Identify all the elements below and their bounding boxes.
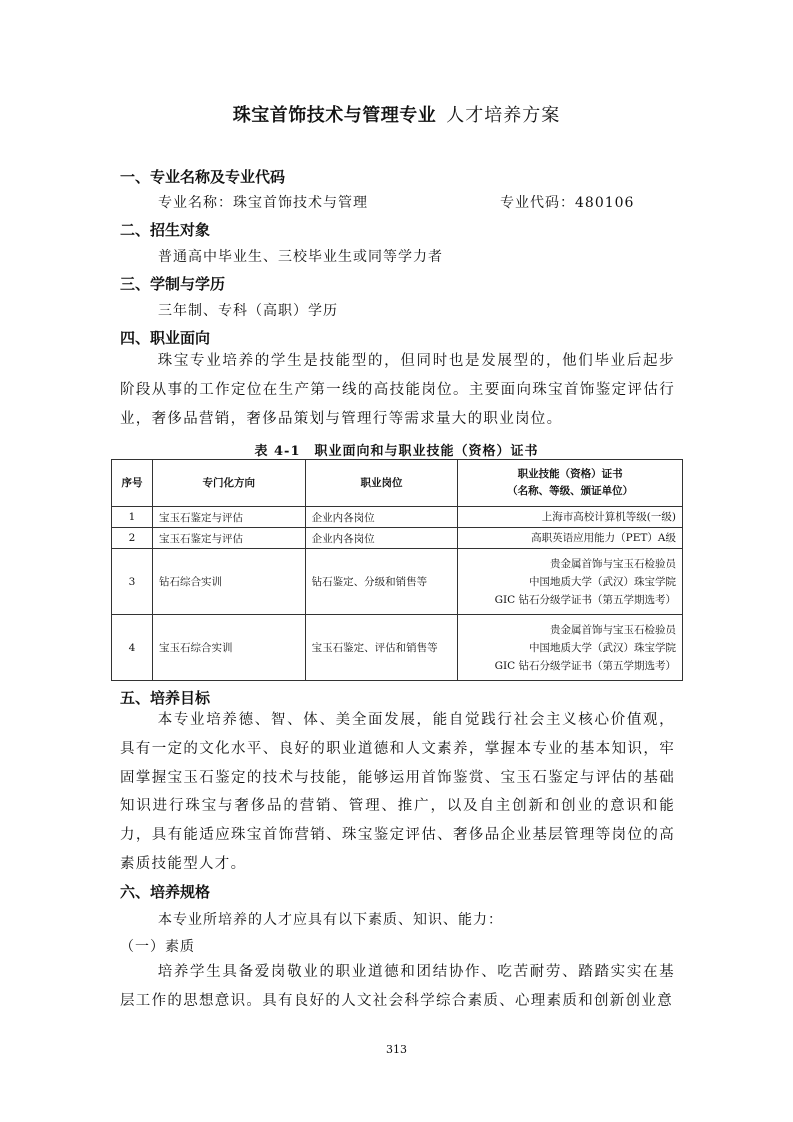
header-post: 职业岗位 (305, 460, 458, 507)
cell-cert (458, 528, 683, 549)
enrollment-target: 普通高中毕业生、三校毕业生或同等学力者 (158, 249, 443, 265)
cert-line: 上海市高校计算机等级(一级) (541, 511, 676, 523)
cell-no: 3 (112, 549, 153, 615)
cert-line: 贵金属首饰与宝玉石检验员 (550, 557, 676, 570)
cert-line: 中国地质大学（武汉）珠宝学院 (529, 641, 676, 654)
major-name: 专业名称：珠宝首饰技术与管理 (158, 195, 368, 211)
table-row (112, 507, 683, 528)
header-cert-line2: （名称、等级、颁证单位） (507, 485, 634, 497)
cell-direction: 宝玉石综合实训 (152, 615, 305, 681)
header-no: 序号 (112, 460, 153, 507)
section-heading-6: 六、培养规格 (120, 883, 211, 901)
cell-cert (458, 549, 683, 615)
cell-no: 4 (112, 615, 153, 681)
cert-line: GIC 钻石分级学证书（第五学期选考） (494, 593, 676, 606)
cell-no: 2 (112, 528, 153, 549)
header-cert-line1: 职业技能（资格）证书 (517, 468, 623, 480)
section-heading-3: 三、学制与学历 (120, 275, 226, 293)
table-row (112, 549, 683, 615)
cell-post: 企业内各岗位 (305, 507, 458, 528)
table-caption: 表 4-1 职业面向和与职业技能（资格）证书 (254, 444, 539, 459)
cert-line: 贵金属首饰与宝玉石检验员 (550, 623, 676, 636)
section-heading-4: 四、职业面向 (120, 329, 211, 347)
page-number: 313 (386, 1043, 407, 1056)
section-heading-5: 五、培养目标 (120, 689, 211, 707)
table-header-row (112, 460, 683, 507)
cell-post: 宝玉石鉴定、评估和销售等 (305, 615, 458, 681)
cell-post: 企业内各岗位 (305, 528, 458, 549)
career-paragraph: 珠宝专业培养的学生是技能型的，但同时也是发展型的，他们毕业后起步阶段从事的工作定位在生产第一线的高技能岗位。主要面向珠宝首饰鉴定评估行业，奢侈品营销，奢侈品策划与管理行等需求量大的职业岗位。 (120, 353, 675, 427)
major-code: 专业代码：480106 (500, 195, 635, 211)
cell-no: 1 (112, 507, 153, 528)
goal-paragraph: 本专业培养德、智、体、美全面发展，能自觉践行社会主义核心价值观，具有一定的文化水平、良好的职业道德和人文素养，掌握本专业的基本知识，牢固掌握宝玉石鉴定的技术与技能，能够运用首饰鉴赏、宝玉石鉴定与评估的基础知识进行珠宝与奢侈品的营销、管理、推广，以及自主创新和创业的意识和能力，具有能适应珠宝首饰营销、珠宝鉴定评估、奢侈品企业基层管理等岗位的高素质技能型人才。 (120, 712, 675, 872)
cell-direction: 宝玉石鉴定与评估 (152, 507, 305, 528)
section-heading-1: 一、专业名称及专业代码 (120, 168, 286, 186)
title-sub: 人才培养方案 (446, 105, 561, 126)
cell-direction: 钻石综合实训 (152, 549, 305, 615)
cell-cert (458, 615, 683, 681)
quality-paragraph: 培养学生具备爱岗敬业的职业道德和团结协作、吃苦耐劳、踏踏实实在基层工作的思想意识。具有良好的人文社会科学综合素质、心理素质和创新创业意 (120, 964, 675, 1009)
title-main: 珠宝首饰技术与管理专业 (232, 105, 437, 126)
table-row (112, 528, 683, 549)
duration-degree: 三年制、专科（高职）学历 (158, 303, 338, 319)
page-title (0, 101, 793, 127)
cert-line: GIC 钻石分级学证书（第五学期选考） (494, 659, 676, 672)
career-table (111, 459, 683, 681)
spec-intro: 本专业所培养的人才应具有以下素质、知识、能力： (158, 912, 503, 928)
cell-direction: 宝玉石鉴定与评估 (152, 528, 305, 549)
cert-line: 中国地质大学（武汉）珠宝学院 (529, 575, 676, 588)
cert-line: 高职英语应用能力（PET）A级 (531, 532, 676, 544)
section-heading-2: 二、招生对象 (120, 221, 211, 239)
header-direction: 专门化方向 (152, 460, 305, 507)
quality-subheading: （一）素质 (120, 939, 195, 955)
cell-cert (458, 507, 683, 528)
cell-post: 钻石鉴定、分级和销售等 (305, 549, 458, 615)
table-row (112, 615, 683, 681)
header-cert (458, 460, 683, 507)
